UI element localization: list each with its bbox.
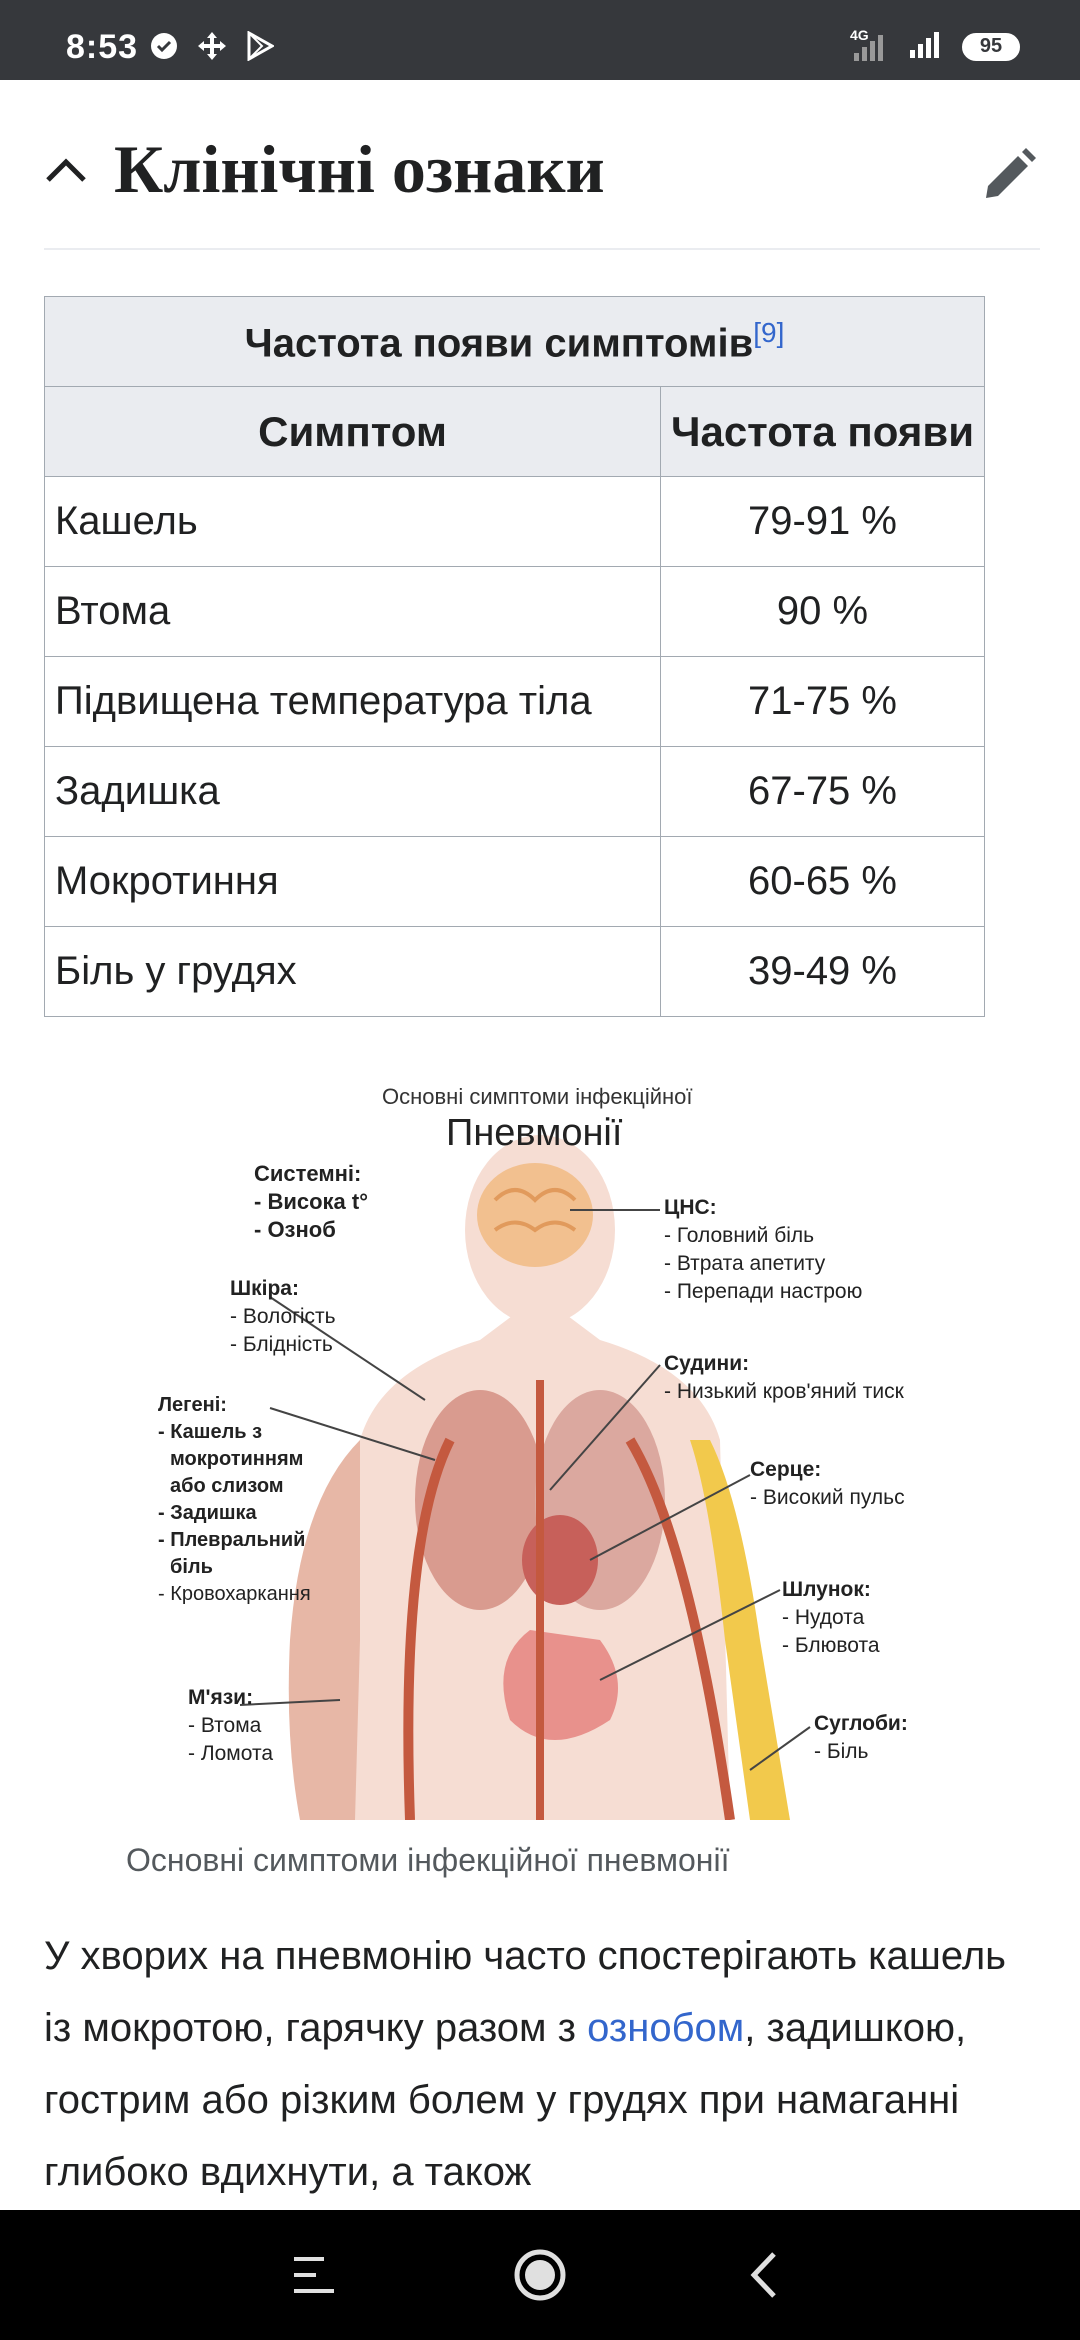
symptom-cell: Втома xyxy=(45,567,661,657)
battery-icon: 95 xyxy=(962,33,1020,61)
symptom-cell: Біль у грудях xyxy=(45,927,661,1017)
label-head: Шкіра: xyxy=(230,1277,299,1300)
label-head: ЦНС: xyxy=(664,1196,717,1219)
back-arrow-icon xyxy=(744,2250,784,2300)
frequency-cell: 79-91 % xyxy=(661,477,985,567)
header-symptom: Симптом xyxy=(45,387,661,477)
network-type: 4G xyxy=(850,26,869,43)
label-head: Шлунок: xyxy=(782,1578,871,1601)
chevron-up-icon[interactable] xyxy=(44,150,88,195)
table-caption xyxy=(45,297,985,387)
reference-link[interactable]: [9] xyxy=(753,316,785,348)
chills-link[interactable]: ознобом xyxy=(587,2006,745,2050)
status-icons-right xyxy=(850,26,1020,63)
section-title: Клінічні ознаки xyxy=(114,131,605,207)
label-item: - Плевральний xyxy=(158,1529,306,1551)
label-item: - Кровохаркання xyxy=(158,1583,311,1605)
label-item: - Низький кров'яний тиск xyxy=(664,1380,904,1403)
label-item: мокротинням xyxy=(170,1448,304,1470)
label-item: - Високий пульс xyxy=(750,1486,905,1509)
label-item: - Озноб xyxy=(254,1217,336,1242)
pneumonia-symptoms-figure[interactable] xyxy=(150,1080,930,1820)
label-lungs xyxy=(158,1392,311,1608)
label-item: - Втрата апетиту xyxy=(664,1252,826,1275)
table-row xyxy=(45,477,985,567)
symptom-frequency-table xyxy=(44,296,985,1017)
table-header-row xyxy=(45,387,985,477)
edit-pencil-icon[interactable] xyxy=(976,144,1040,208)
signal-4g-icon xyxy=(850,26,890,61)
status-bar xyxy=(0,0,1080,80)
label-head: М'язи: xyxy=(188,1686,254,1709)
label-item: або слизом xyxy=(170,1475,284,1497)
frequency-cell: 39-49 % xyxy=(661,927,985,1017)
label-item: - Втома xyxy=(188,1714,262,1737)
figure-subtitle: Основні симптоми інфекційної xyxy=(382,1084,693,1109)
frequency-cell: 60-65 % xyxy=(661,837,985,927)
label-head: Судини: xyxy=(664,1352,750,1375)
label-item: - Кашель з xyxy=(158,1421,263,1443)
label-joints xyxy=(814,1710,908,1766)
label-item: - Блідність xyxy=(230,1333,333,1356)
table-row xyxy=(45,927,985,1017)
label-item: - Біль xyxy=(814,1740,869,1763)
label-cns xyxy=(664,1194,862,1306)
label-item: - Вологість xyxy=(230,1305,336,1328)
paragraph-text: , задишкою, гострим або різким болем у грудях при намаганні глибоко вдихнути, а також xyxy=(44,2006,967,2194)
label-item: - Висока t° xyxy=(254,1189,369,1214)
label-vessels xyxy=(664,1350,904,1406)
frequency-cell: 71-75 % xyxy=(661,657,985,747)
signal-icon xyxy=(906,30,946,63)
status-icons-left xyxy=(150,30,274,67)
symptom-cell: Мокротиння xyxy=(45,837,661,927)
back-button[interactable] xyxy=(724,2240,804,2310)
header-frequency: Частота появи xyxy=(661,387,985,477)
frequency-cell: 90 % xyxy=(661,567,985,657)
table-caption-text: Частота появи симптомів xyxy=(244,321,754,366)
label-head: Системні: xyxy=(254,1161,362,1186)
table-row xyxy=(45,567,985,657)
label-heart xyxy=(750,1456,905,1512)
table-row xyxy=(45,747,985,837)
label-item: - Перепади настрою xyxy=(664,1280,863,1303)
label-head: Легені: xyxy=(158,1394,227,1416)
home-circle-icon xyxy=(512,2247,568,2303)
menu-icon xyxy=(290,2253,342,2297)
label-muscles xyxy=(188,1684,273,1768)
home-button[interactable] xyxy=(500,2240,580,2310)
article-paragraph xyxy=(44,1920,1044,2208)
label-item: - Блювота xyxy=(782,1634,880,1657)
label-item: біль xyxy=(170,1556,213,1578)
label-skin xyxy=(230,1275,336,1359)
table-row xyxy=(45,657,985,747)
status-time: 8:53 xyxy=(66,28,139,66)
move-icon xyxy=(196,30,228,67)
figure-title: Пневмонії xyxy=(446,1112,623,1154)
label-head: Серце: xyxy=(750,1458,822,1481)
label-stomach xyxy=(782,1576,880,1660)
symptom-cell: Задишка xyxy=(45,747,661,837)
label-item: - Задишка xyxy=(158,1502,257,1524)
figure-caption: Основні симптоми інфекційної пневмонії xyxy=(126,1842,730,1878)
label-head: Суглоби: xyxy=(814,1712,908,1735)
check-icon xyxy=(150,32,178,65)
symptom-cell: Підвищена температура тіла xyxy=(45,657,661,747)
label-item: - Ломота xyxy=(188,1742,274,1765)
navigation-bar xyxy=(0,2210,1080,2340)
label-item: - Головний біль xyxy=(664,1224,815,1247)
paragraph-text: У хворих на пневмонію часто спостерігають кашель із мокротою, гарячку разом з xyxy=(44,1934,1006,2050)
table-caption-row xyxy=(45,297,985,387)
table-row xyxy=(45,837,985,927)
label-item: - Нудота xyxy=(782,1606,865,1629)
play-store-icon xyxy=(246,31,274,66)
label-systemic xyxy=(254,1160,368,1244)
recent-apps-button[interactable] xyxy=(276,2240,356,2310)
symptom-cell: Кашель xyxy=(45,477,661,567)
frequency-cell: 67-75 % xyxy=(661,747,985,837)
section-header[interactable] xyxy=(44,120,1040,250)
